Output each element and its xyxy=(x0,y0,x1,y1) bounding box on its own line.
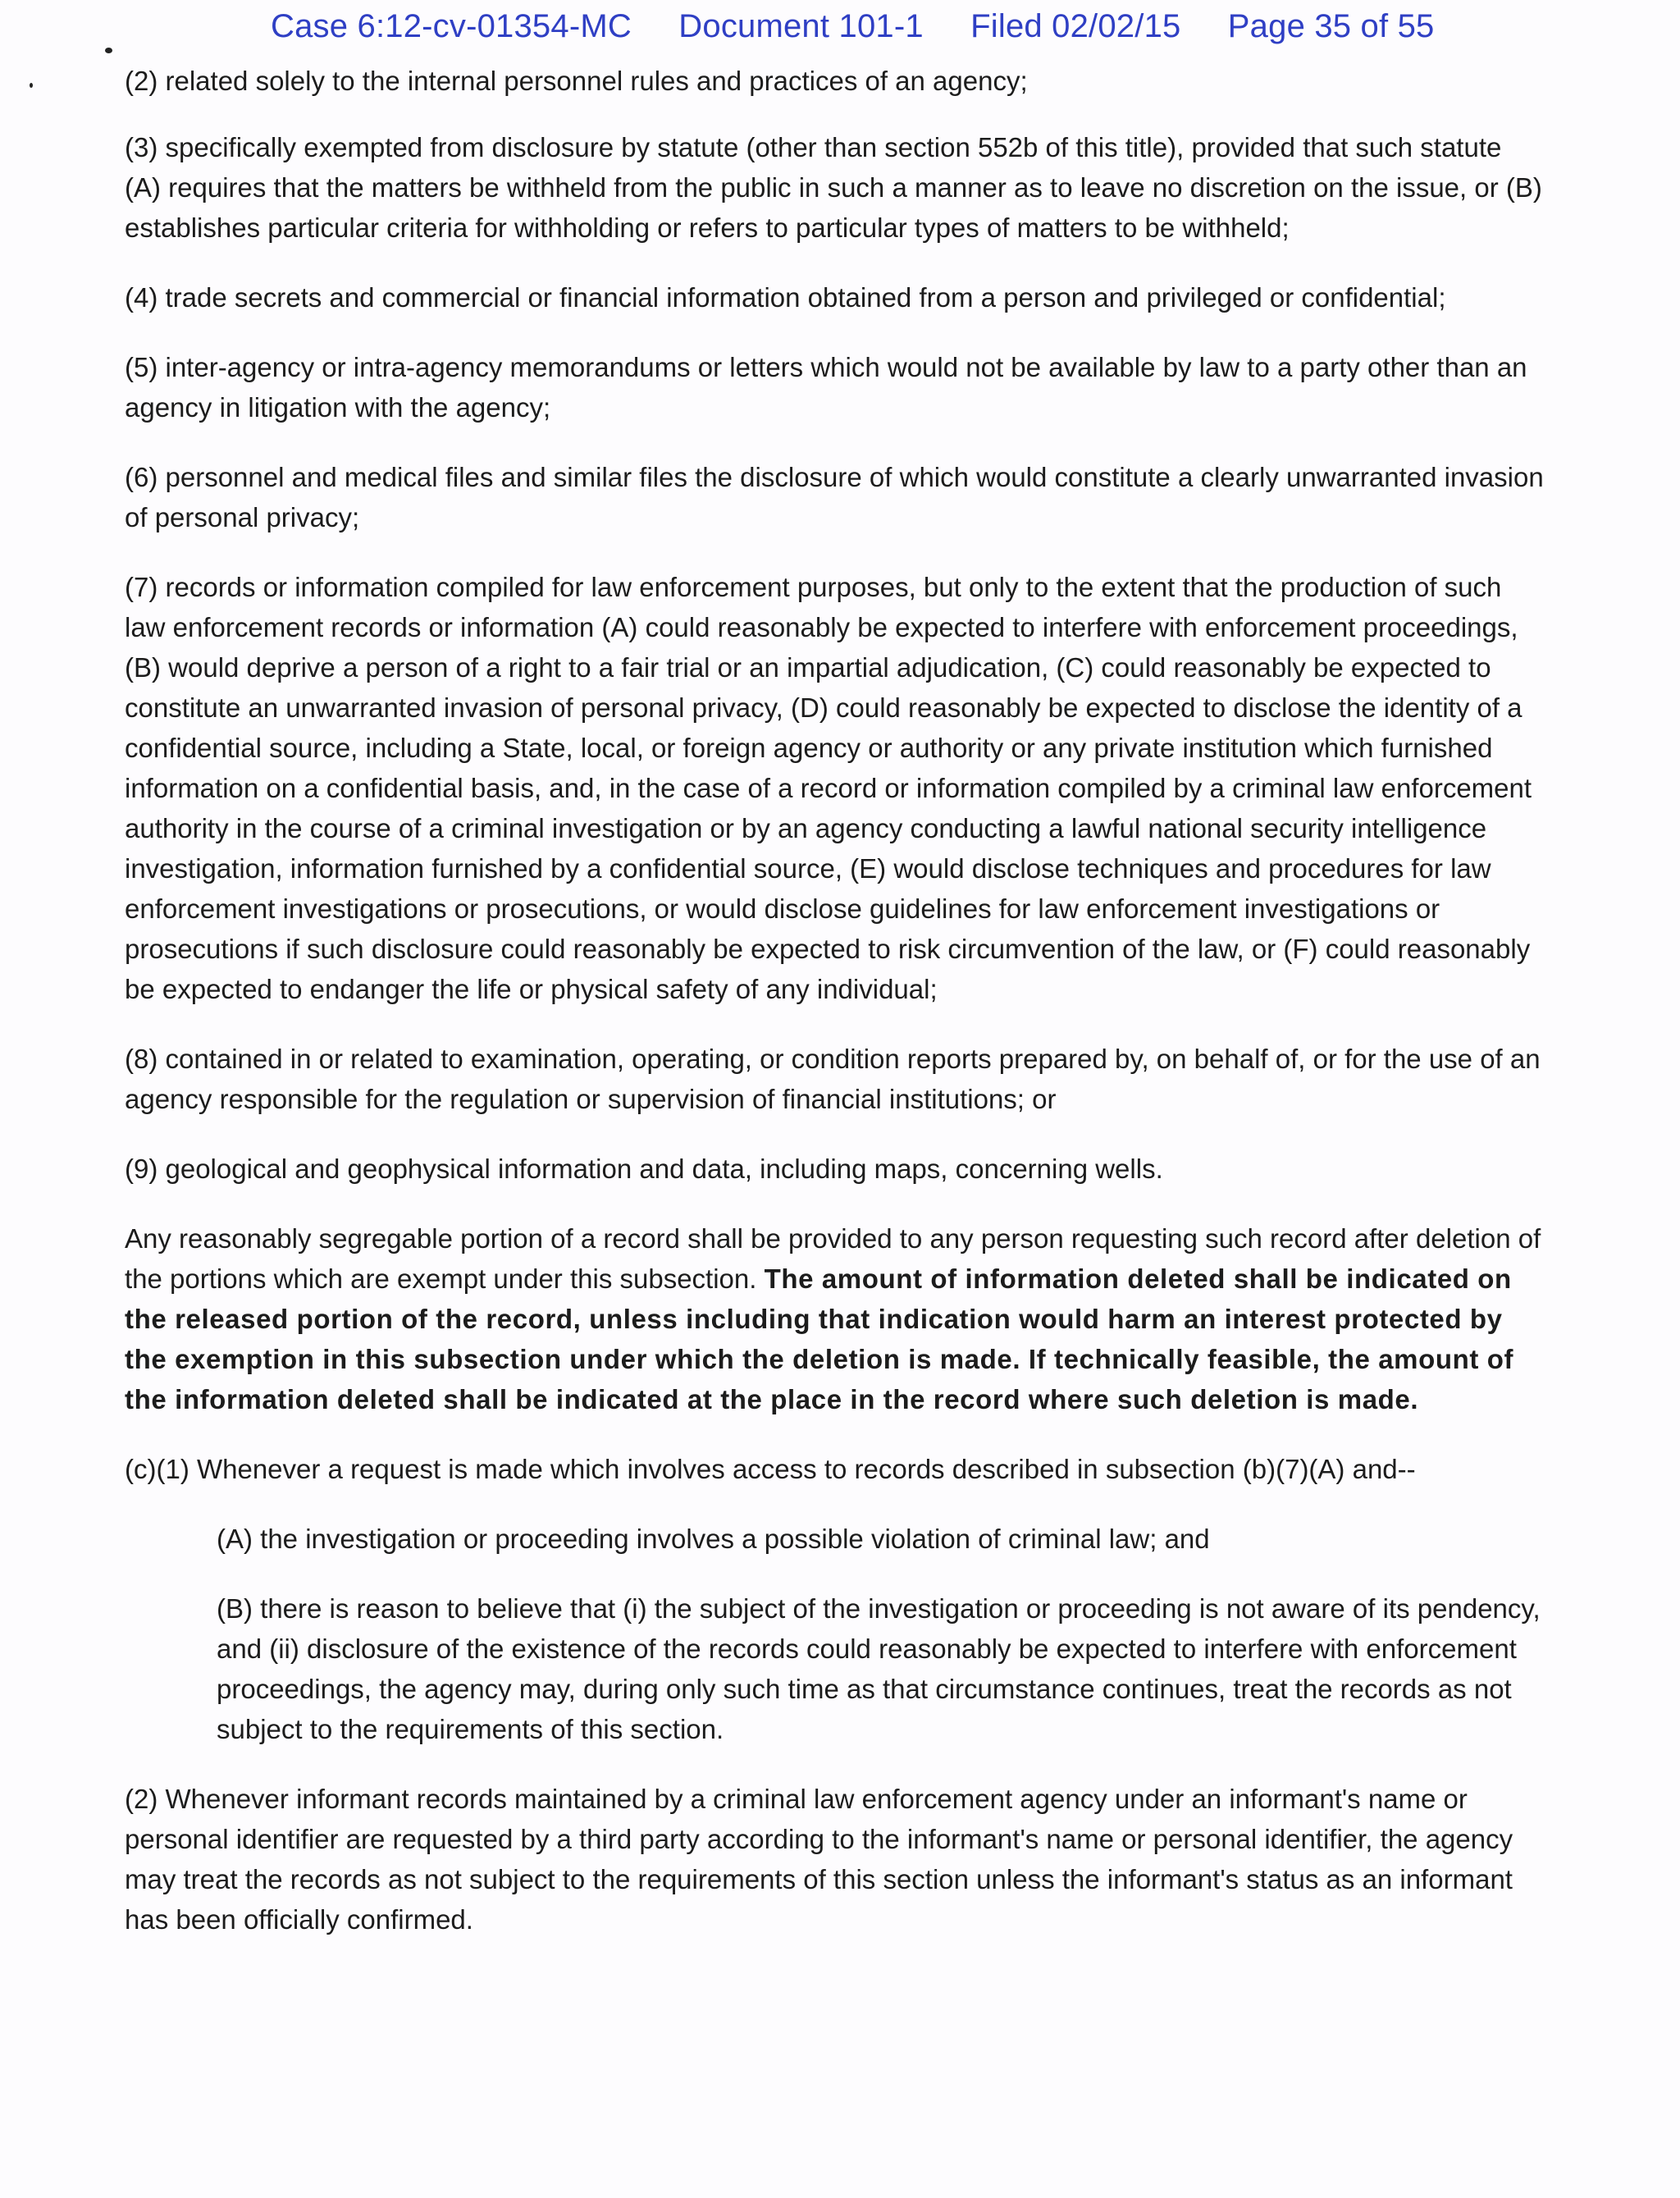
exemption-8: (8) contained in or related to examination, operating, or condition reports prepared by, on behalf of, or for the use of an agency responsible for the regulation or supervision of financial institutions; or xyxy=(125,1044,1541,1114)
statute-text xyxy=(125,61,1544,1969)
subsection-c2: (2) Whenever informant records maintained by a criminal law enforcement agency under an informant's name or personal identifier are requested by a third party according to the informant's name or personal identifier, the agency may treat the records as not subject to the requirements of this section unless the informant's status as an informant has been officially confirmed. xyxy=(125,1784,1513,1935)
case-number: Case 6:12-cv-01354-MC xyxy=(271,8,632,44)
segregable-bold-text: The amount of information deleted shall be indicated on the released portion of the record, unless including that indication would harm an interest protected by the exemption in this subsection under which the deletion is made. If technically feasible, the amount of the information deleted shall be indicated at the place in the record where such deletion is made. xyxy=(125,1264,1514,1414)
exemption-5: (5) inter-agency or intra-agency memorandums or letters which would not be available by law to a party other than an agency in litigation with the agency; xyxy=(125,352,1527,423)
exemption-7: (7) records or information compiled for law enforcement purposes, but only to the extent that the production of such law enforcement records or information (A) could reasonably be expected to interfere with enforcement proceedings, (B) would deprive a person of a right to a fair trial or an impartial adjudication, (C) could reasonably be expected to constitute an unwarranted invasion of personal privacy, (D) could reasonably be expected to disclose the identity of a confidential source, including a State, local, or foreign agency or authority or any private institution which furnished information on a confidential basis, and, in the case of a record or information compiled by a criminal law enforcement authority in the course of a criminal investigation or by an agency conducting a lawful national security intelligence investigation, information furnished by a confidential source, (E) would disclose techniques and procedures for law enforcement investigations or prosecutions, or would disclose guidelines for law enforcement investigations or prosecutions if such disclosure could reasonably be expected to risk circumvention of the law, or (F) could reasonably be expected to endanger the life or physical safety of any individual; xyxy=(125,572,1532,1004)
subsection-c1: (c)(1) Whenever a request is made which involves access to records described in subsection (b)(7)(A) and-- xyxy=(125,1454,1416,1484)
exemption-3: (3) specifically exempted from disclosure by statute (other than section 552b of this title), provided that such statute (A) requires that the matters be withheld from the public in such a manner as to leave no discretion on the issue, or (B) establishes particular criteria for withholding or refers to particular types of matters to be withheld; xyxy=(125,132,1542,243)
segregable-plain-text: Any reasonably segregable portion of a record shall be provided to any person requesting such record after deletion of the portions which are exempt under this subsection. xyxy=(125,1223,1541,1294)
exemption-2: (2) related solely to the internal personnel rules and practices of an agency; xyxy=(125,66,1028,96)
scan-speck xyxy=(30,83,33,88)
segregable-portion-paragraph xyxy=(125,1218,1544,1419)
page-number: Page 35 of 55 xyxy=(1227,8,1435,44)
court-filing-header xyxy=(271,8,1435,45)
exemption-6: (6) personnel and medical files and similar files the disclosure of which would constitute a clearly unwarranted invasion of personal privacy; xyxy=(125,462,1544,532)
subsection-c1-b: (B) there is reason to believe that (i) the subject of the investigation or proceeding is not aware of its pendency, and (ii) disclosure of the existence of the records could reasonably be expected to interfere with enforcement proceedings, the agency may, during only such time as that circumstance continues, treat the records as not subject to the requirements of this section. xyxy=(217,1593,1541,1744)
exemption-4: (4) trade secrets and commercial or financial information obtained from a person and privileged or confidential; xyxy=(125,282,1446,313)
filed-date: Filed 02/02/15 xyxy=(970,8,1181,44)
subsection-c1-a: (A) the investigation or proceeding involves a possible violation of criminal law; and xyxy=(217,1524,1210,1554)
scan-speck xyxy=(105,48,112,53)
exemption-9: (9) geological and geophysical information and data, including maps, concerning wells. xyxy=(125,1154,1163,1184)
document-number: Document 101-1 xyxy=(678,8,924,44)
